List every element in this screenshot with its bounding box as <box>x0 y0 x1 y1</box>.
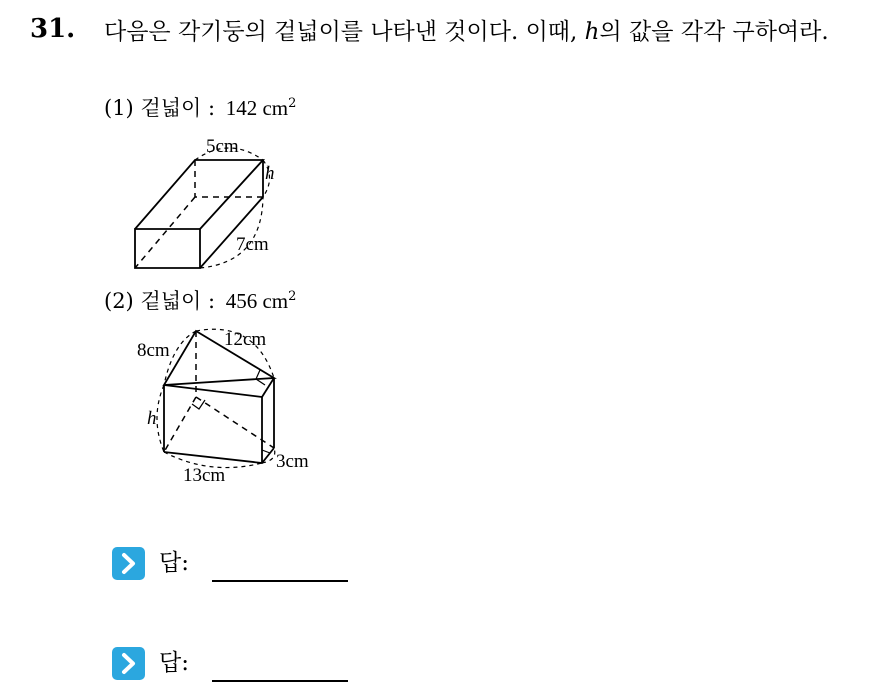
answer-blank-1[interactable] <box>212 580 348 582</box>
part-2-value: 456 cm <box>225 289 289 313</box>
question-number: 31. <box>30 14 76 44</box>
triangular-prism-figure <box>125 320 335 490</box>
triangle-prism-solid-edges <box>164 331 274 463</box>
tri-label-right-bottom: 3cm <box>276 451 309 472</box>
part-1 <box>104 90 296 122</box>
answer-blank-2[interactable] <box>212 680 348 682</box>
question-variable: h <box>584 19 600 45</box>
prism-label-top: 5cm <box>206 136 239 157</box>
part-1-exponent: 2 <box>288 96 297 111</box>
question-text-before: 다음은 각기둥의 겉넓이를 나타낸 것이다. 이때, <box>104 19 585 45</box>
tri-label-bottom: 13cm <box>183 465 226 486</box>
part-1-marker: (1) <box>104 96 134 120</box>
tri-label-height: h <box>147 408 157 429</box>
part-2-exponent: 2 <box>288 289 297 304</box>
prism-label-depth: 7cm <box>236 234 269 255</box>
part-1-value: 142 cm <box>225 96 289 120</box>
question-text <box>104 14 874 50</box>
tri-label-left-top: 8cm <box>137 340 170 361</box>
answer-label-2: 답: <box>159 650 189 676</box>
answer-label-1: 답: <box>159 550 189 576</box>
question-text-after: 의 값을 각각 구하여라. <box>599 19 829 45</box>
chevron-right-icon <box>112 647 145 680</box>
rectangular-prism-figure <box>120 128 320 278</box>
part-2 <box>104 283 296 315</box>
part-1-label: 겉넓이 : <box>140 96 216 120</box>
prism-label-height: h <box>265 163 275 184</box>
part-2-label: 겉넓이 : <box>140 289 216 313</box>
tri-label-right-top: 12cm <box>224 329 267 350</box>
part-2-marker: (2) <box>104 289 134 313</box>
chevron-right-icon <box>112 547 145 580</box>
